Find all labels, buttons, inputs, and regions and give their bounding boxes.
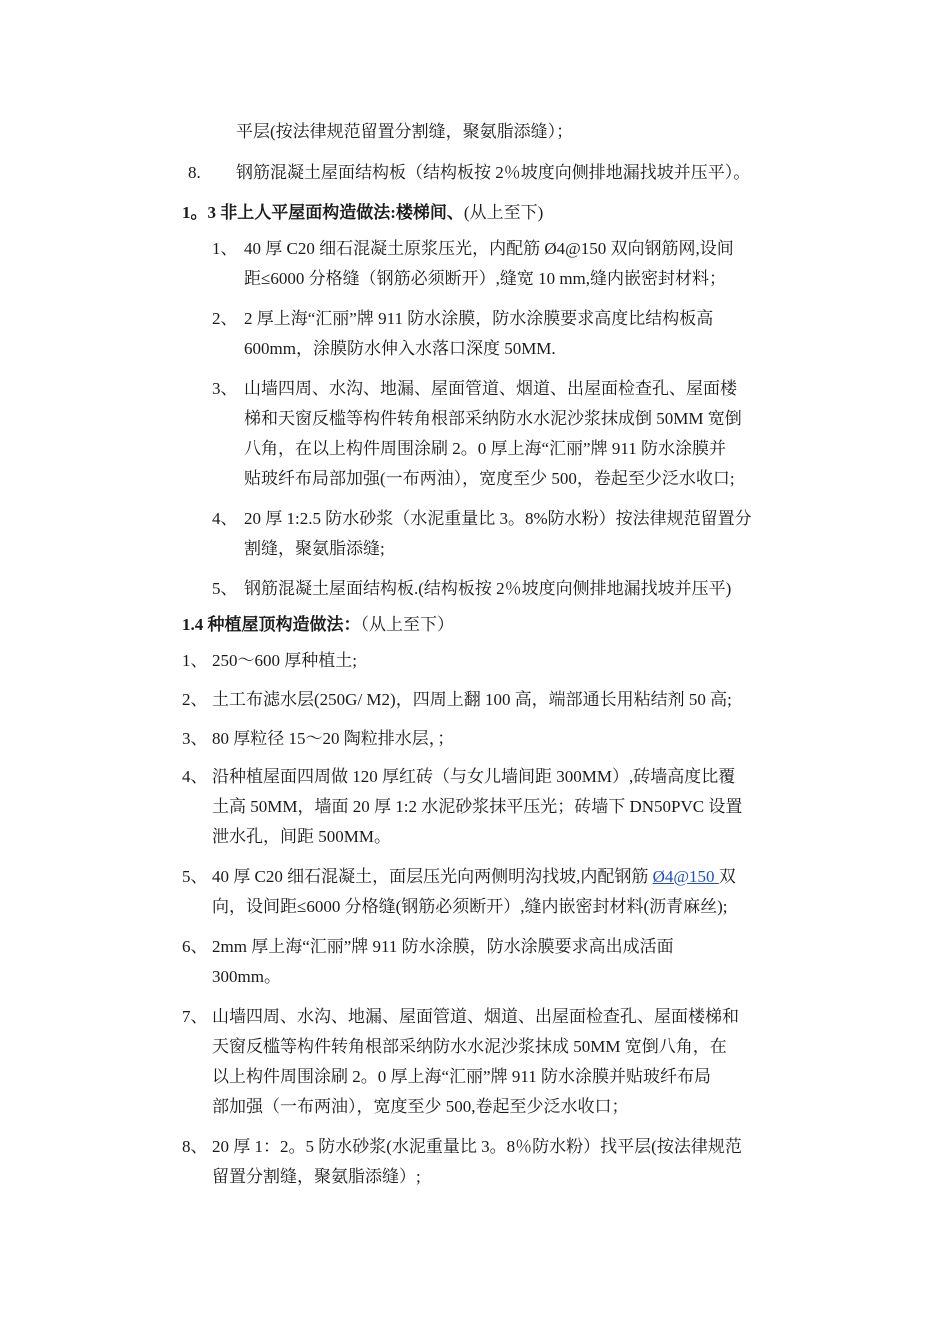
s13-item-4-line-1: 20 厚 1:2.5 防水砂浆（水泥重量比 3。8%防水粉）按法律规范留置分 <box>244 509 752 528</box>
s13-item-4-number: 4、 <box>212 509 238 528</box>
s13-item-3-line-3: 八角，在以上构件周围涂刷 2。0 厚上海“汇丽”牌 911 防水涂膜并 <box>244 439 726 458</box>
s13-item-3-line-1: 山墙四周、水沟、地漏、屋面管道、烟道、出屋面检查孔、屋面楼 <box>244 379 737 398</box>
s14-item-3-line-1: 80 厚粒径 15～20 陶粒排水层，； <box>212 729 455 748</box>
s14-item-5-line-1-pre: 40 厚 C20 细石混凝土，面层压光向两侧明沟找坡,内配钢筋 <box>212 867 653 886</box>
s13-item-2-line-1: 2 厚上海“汇丽”牌 911 防水涂膜，防水涂膜要求高度比结构板高 <box>244 309 714 328</box>
s14-item-2-line-1: 土工布滤水层(250G/ M2)，四周上翻 100 高，端部通长用粘结剂 50 高; <box>212 690 732 709</box>
s14-item-4-line-2: 土高 50MM，墙面 20 厚 1:2 水泥砂浆抹平压光；砖墙下 DN50PVC 设置 <box>212 797 743 816</box>
section-1-3-heading <box>182 202 543 224</box>
s13-item-1-number: 1、 <box>212 239 238 258</box>
s14-item-1-line-1: 250～600 厚种植土; <box>212 651 357 670</box>
section-1-4-heading-bold: 1.4 种植屋顶构造做法： <box>182 615 361 634</box>
s14-item-4-number: 4、 <box>182 767 208 786</box>
s13-item-5-line-1: 钢筋混凝土屋面结构板.(结构板按 2％坡度向侧排地漏找坡并压平) <box>244 579 732 598</box>
s13-item-3-line-4: 贴玻纤布局部加强(一布两油），宽度至少 500，卷起至少泛水收口; <box>244 469 735 488</box>
s13-item-2-number: 2、 <box>212 309 238 328</box>
s14-item-7-line-1: 山墙四周、水沟、地漏、屋面管道、烟道、出屋面检查孔、屋面楼梯和 <box>212 1007 739 1026</box>
s13-item-1-line-2: 距≤6000 分格缝（钢筋必须断开）,缝宽 10 mm,缝内嵌密封材料； <box>244 269 727 288</box>
s13-item-3-line-2: 梯和天窗反槛等构件转角根部采纳防水水泥沙浆抹成倒 50MM 宽倒 <box>244 409 742 428</box>
s14-item-5-number: 5、 <box>182 867 208 886</box>
s14-item-7-number: 7、 <box>182 1007 208 1026</box>
s14-item-5-line-2: 向，设间距≤6000 分格缝(钢筋必须断开）,缝内嵌密封材料(沥青麻丝); <box>212 897 728 916</box>
section-1-4-heading-rest: （从上至下） <box>360 615 454 634</box>
s14-item-6-line-1: 2mm 厚上海“汇丽”牌 911 防水涂膜，防水涂膜要求高出成活面 <box>212 937 674 956</box>
rebar-spec-link[interactable]: Ø4@150 <box>652 867 719 886</box>
s13-item-3-number: 3、 <box>212 379 238 398</box>
section-1-4-heading <box>182 614 454 636</box>
s14-item-8-number: 8、 <box>182 1137 208 1156</box>
s13-item-1-line-1: 40 厚 C20 细石混凝土原浆压光，内配筋 Ø4@150 双向钢筋网,设间 <box>244 239 734 258</box>
s14-item-2-number: 2、 <box>182 690 208 709</box>
section-1-3-heading-bold: 1。3 非上人平屋面构造做法:楼梯间、 <box>182 203 464 222</box>
s14-item-5-line-1 <box>212 866 736 888</box>
s14-item-4-line-1: 沿种植屋面四周做 120 厚红砖（与女儿墙间距 300MM）,砖墙高度比覆 <box>212 767 736 786</box>
s14-item-3-number: 3、 <box>182 729 208 748</box>
s14-item-4-line-3: 泄水孔，间距 500MM。 <box>212 827 391 846</box>
s14-item-8-line-1: 20 厚 1：2。5 防水砂浆(水泥重量比 3。8％防水粉）找平层(按法律规范 <box>212 1137 742 1156</box>
s14-item-6-line-2: 300mm。 <box>212 967 281 986</box>
item-7-continuation: 平层(按法律规范留置分割缝，聚氨脂添缝）； <box>236 122 574 141</box>
s13-item-5-number: 5、 <box>212 579 238 598</box>
s14-item-7-line-2: 天窗反槛等构件转角根部采纳防水水泥沙浆抹成 50MM 宽倒八角，在 <box>212 1037 727 1056</box>
s13-item-4-line-2: 割缝，聚氨脂添缝; <box>244 539 385 558</box>
s14-item-7-line-4: 部加强（一布两油），宽度至少 500,卷起至少泛水收口； <box>212 1097 629 1116</box>
s13-item-2-line-2: 600mm，涂膜防水伸入水落口深度 50MM. <box>244 339 556 358</box>
s14-item-8-line-2: 留置分割缝，聚氨脂添缝）; <box>212 1167 421 1186</box>
s14-item-5-line-1-post: 双 <box>718 867 736 886</box>
item-8-text: 钢筋混凝土屋面结构板（结构板按 2％坡度向侧排地漏找坡并压平）。 <box>236 163 751 182</box>
s14-item-7-line-3: 以上构件周围涂刷 2。0 厚上海“汇丽”牌 911 防水涂膜并贴玻纤布局 <box>212 1067 711 1086</box>
s14-item-1-number: 1、 <box>182 651 208 670</box>
item-8-number: 8. <box>188 163 201 182</box>
s14-item-6-number: 6、 <box>182 937 208 956</box>
section-1-3-heading-rest: (从上至下) <box>463 203 544 222</box>
